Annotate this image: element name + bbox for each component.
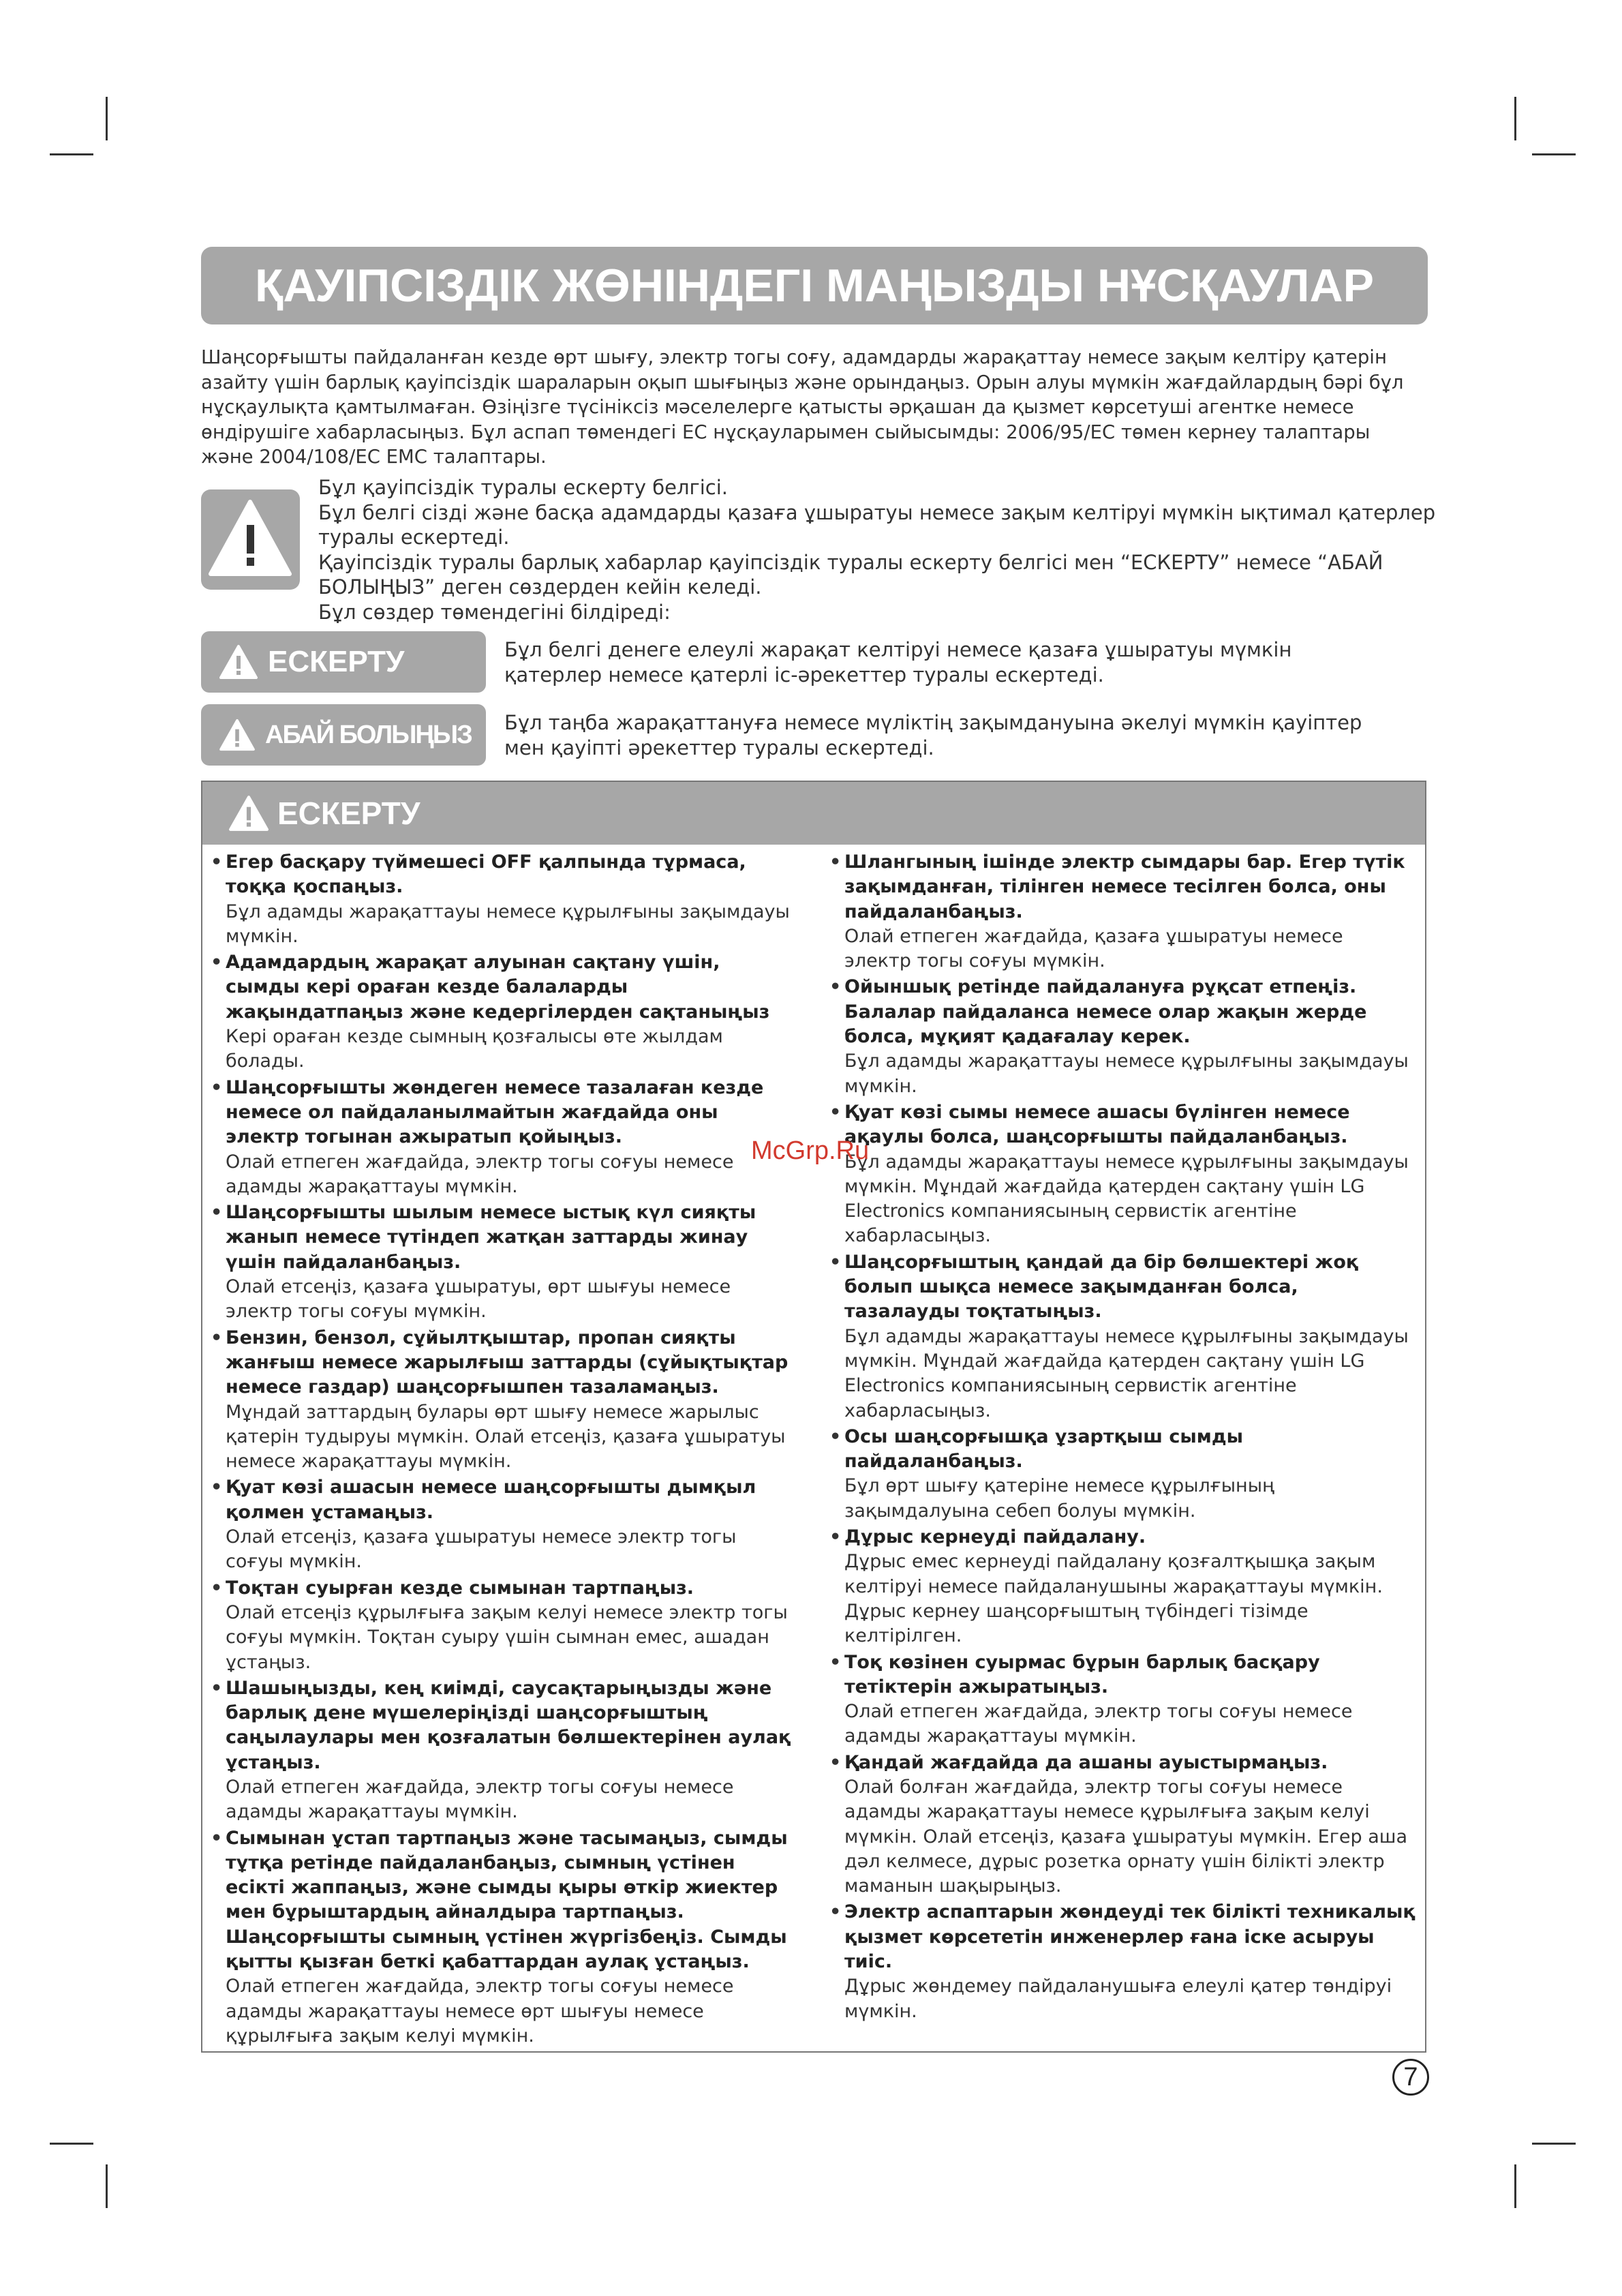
warning-item-body: Олай етпеген жағдайда, электр тогы соғуы немесе адамды жарақаттауы мүмкін.	[844, 1701, 1353, 1747]
bullet: •	[211, 851, 223, 873]
warning-item-body: Бұл адамды жарақаттауы немесе құрылғыны зақымдауы мүмкін. Мұндай жағдайда қатерден сақтану үшін LG Electronics компаниясының сервистік агентіне хабарласыңыз.	[844, 1151, 1409, 1247]
warning-item-heading: Адамдардың жарақат алуынан сақтану үшін, сымды кері ораған кезде балаларды жақындатпаңыз және кедергілерден сақтаныңыз	[226, 952, 770, 1023]
warning-item	[211, 1076, 797, 1199]
symbol-line: Қауіпсіздік туралы барлық хабарлар қауіпсіздік туралы ескерту белгісі мен “ЕСКЕРТУ” немесе “АБАЙ БОЛЫҢЫЗ” деген сөздерден кейін келеді.	[318, 550, 1383, 599]
warning-item-heading: Шашыңызды, кең киімді, саусақтарыңызды және барлық дене мүшелеріңізді шаңсорғыштың саңылаулары мен қозғалатын бөлшектерінен аулақ ұстаңыз.	[226, 1677, 791, 1773]
warning-item-body: Дұрыс емес кернеуді пайдалану қозғалтқышқа зақым келтіруі немесе пайдаланушыны жарақаттауы мүмкін. Дұрыс кернеу шаңсорғыштың түбіндегі тізімде келтірілген.	[844, 1551, 1383, 1647]
warning-item	[211, 1826, 797, 2049]
warning-item-body: Олай етсеңіз, қазаға ұшыратуы, өрт шығуы немесе электр тогы соғуы мүмкін.	[226, 1276, 731, 1323]
safety-symbol-box	[201, 489, 300, 590]
warning-label-description: Бұл белгі денеге елеулі жарақат келтіруі немесе қазаға ұшыратуы мүмкін қатерлер немесе қатерлі іс-әрекеттер туралы ескертеді.	[504, 638, 1292, 686]
symbol-explanation	[318, 475, 1436, 625]
warning-panel-title: ЕСКЕРТУ	[277, 796, 420, 831]
bullet: •	[829, 1526, 842, 1548]
bullet: •	[211, 1477, 223, 1498]
symbol-line: Бұл қауіпсіздік туралы ескерту белгісі.	[318, 476, 729, 499]
crop-mark	[1532, 153, 1576, 155]
caution-label-description: Бұл таңба жарақаттануға немесе мүліктің зақымдануына әкелуі мүмкін қауіптер мен қауіпті әрекеттер туралы ескертеді.	[504, 711, 1362, 759]
bullet: •	[829, 851, 842, 873]
warning-item	[829, 1650, 1416, 1749]
bullet: •	[829, 1251, 842, 1273]
page-title: ҚАУІПСІЗДІК ЖӨНІНДЕГІ МАҢЫЗДЫ НҰСҚАУЛАР	[255, 260, 1374, 312]
warning-item	[829, 850, 1416, 973]
warning-panel-header	[202, 782, 1425, 845]
warning-label	[201, 631, 486, 693]
crop-mark	[50, 2143, 93, 2145]
crop-mark	[1514, 2164, 1516, 2208]
page-number: 7	[1392, 2059, 1429, 2096]
bullet: •	[829, 1651, 842, 1673]
bullet: •	[829, 1425, 842, 1447]
bullet: •	[829, 976, 842, 998]
warning-triangle-icon	[208, 498, 293, 578]
bullet: •	[829, 1901, 842, 1923]
warning-item-body: Олай етпеген жағдайда, қазаға ұшыратуы немесе электр тогы соғуы мүмкін.	[844, 925, 1343, 972]
warning-item-body: Кері ораған кезде сымның қозғалысы өте жылдам болады.	[226, 1026, 723, 1072]
warning-item	[829, 1751, 1416, 1899]
caution-label	[201, 704, 486, 766]
warning-item	[211, 1475, 797, 1574]
bullet: •	[211, 1677, 223, 1699]
bullet: •	[211, 1202, 223, 1224]
warning-triangle-icon	[228, 795, 269, 832]
warning-item-heading: Шаңсорғышты шылым немесе ыстық күл сияқты жанып немесе түтіндеп жатқан заттарды жинау үшін пайдаланбаңыз.	[226, 1202, 756, 1273]
warning-item	[211, 1200, 797, 1324]
warning-item-heading: Ойыншық ретінде пайдалануға рұқсат етпеңіз. Балалар пайдаланса немесе олар жақын жерде болса, мұқият қадағалау керек.	[844, 976, 1367, 1048]
bullet: •	[211, 1577, 223, 1599]
crop-mark	[50, 153, 93, 155]
warning-item-heading: Егер басқару түймешесі OFF қалпында тұрмаса, тоққа қоспаңыз.	[226, 851, 746, 898]
symbol-line: Бұл сөздер төмендегіні білдіреді:	[318, 600, 671, 624]
warning-item-heading: Тоқтан суырған кезде сымынан тартпаңыз.	[226, 1577, 694, 1599]
warning-item-body: Бұл адамды жарақаттауы немесе құрылғыны зақымдауы мүмкін.	[844, 1051, 1409, 1097]
warning-item	[829, 1250, 1416, 1423]
warning-item	[829, 1900, 1416, 2023]
warning-item	[211, 950, 797, 1074]
warning-item-heading: Дұрыс кернеуді пайдалану.	[844, 1526, 1146, 1548]
warning-item	[829, 1525, 1416, 1648]
warning-label-text: ЕСКЕРТУ	[268, 645, 405, 678]
bullet: •	[211, 1076, 223, 1098]
warning-item	[829, 1100, 1416, 1249]
warning-item-heading: Бензин, бензол, сұйылтқыштар, пропан сияқты жанғыш немесе жарылғыш заттарды (сұйықтықтар немесе газдар) шаңсорғышпен тазаламаңыз.	[226, 1327, 789, 1398]
bullet: •	[829, 1751, 842, 1773]
warning-item-body: Олай етсеңіз, қазаға ұшыратуы немесе электр тогы соғуы мүмкін.	[226, 1526, 737, 1573]
warning-item-body: Дұрыс жөндемеу пайдаланушыға елеулі қатер төндіруі мүмкін.	[844, 1976, 1392, 2022]
warning-item	[829, 1425, 1416, 1524]
warning-item-body: Олай етпеген жағдайда, электр тогы соғуы немесе адамды жарақаттауы немесе өрт шығуы немесе құрылғыға зақым келуі мүмкін.	[226, 1976, 734, 2046]
warning-item-body: Олай болған жағдайда, электр тогы соғуы немесе адамды жарақаттауы немесе құрылғыға зақым келуі мүмкін. Олай етсеңіз, қазаға ұшыратуы мүмкін. Егер аша дәл келмесе, дұрыс розетка орнату үшін білікті электр маманын шақырыңыз.	[844, 1776, 1408, 1897]
warning-item-body: Бұл өрт шығу қатеріне немесе құрылғының зақымдалуына себеп болуы мүмкін.	[844, 1475, 1274, 1522]
crop-mark	[106, 97, 108, 140]
caution-label-text: АБАЙ БОЛЫҢЫЗ	[265, 720, 472, 749]
warning-item-body: Олай етпеген жағдайда, электр тогы соғуы немесе адамды жарақаттауы мүмкін.	[226, 1776, 734, 1823]
warning-item-body: Олай етпеген жағдайда, электр тогы соғуы немесе адамды жарақаттауы мүмкін.	[226, 1151, 734, 1197]
warning-item	[829, 975, 1416, 1098]
warning-item	[211, 1676, 797, 1825]
warning-item-body: Бұл адамды жарақаттауы немесе құрылғыны зақымдауы мүмкін. Мұндай жағдайда қатерден сақтану үшін LG Electronics компаниясының сервистік агентіне хабарласыңыз.	[844, 1325, 1409, 1421]
title-banner	[201, 247, 1428, 324]
warning-item-heading: Қандай жағдайда да ашаны ауыстырмаңыз.	[844, 1751, 1328, 1773]
bullet: •	[829, 1101, 842, 1123]
intro-paragraph: Шаңсорғышты пайдаланған кезде өрт шығу, электр тогы соғу, адамдарды жарақаттау немесе зақым келтіру қатерін азайту үшін барлық қауіпсіздік шараларын оқып шығыңыз және орындаңыз. Орын алуы мүмкін жағдайлардың бәрі бұл нұсқаулықта қамтылмаған. Өзіңізге түсініксіз мәселелерге қатысты әрқашан да қызмет көрсетуші агентке немесе өндірушіге хабарласыңыз. Бұл аспап төмендегі ЕС нұсқауларымен сыйысымды: 2006/95/ЕС төмен кернеу талаптары және 2004/108/ЕС EMC талаптары.	[201, 346, 1404, 468]
warning-item-heading: Шлангының ішінде электр сымдары бар. Егер түтік зақымданған, тілінген немесе тесілген болса, оны пайдаланбаңыз.	[844, 851, 1405, 922]
bullet: •	[211, 952, 223, 973]
warning-item-heading: Электр аспаптарын жөндеуді тек білікті техникалық қызмет көрсететін инженерлер ғана іске асыруы тиіс.	[844, 1901, 1416, 1973]
warning-column-left	[211, 850, 797, 2050]
warning-item-body: Олай етсеңіз құрылғыға зақым келуі немесе электр тогы соғуы мүмкін. Тоқтан суыру үшін сымнан емес, ашадан ұстаңыз.	[226, 1601, 788, 1673]
crop-mark	[1514, 97, 1516, 140]
warning-item-heading: Сымынан ұстап тартпаңыз және тасымаңыз, сымды тұтқа ретінде пайдаланбаңыз, сымның үстінен есікті жаппаңыз, және сымды қыры өткір жиектер мен бұрыштардың айналдыра тартпаңыз. Шаңсорғышты сымның үстінен жүргізбеңіз. Сымды қытты қызған беткі қабаттардан аулақ ұстаңыз.	[226, 1827, 788, 1973]
warning-item	[211, 1326, 797, 1475]
warning-item-heading: Осы шаңсорғышқа ұзартқыш сымды пайдаланбаңыз.	[844, 1425, 1244, 1472]
warning-item-heading: Тоқ көзінен суырмас бұрын барлық басқару тетіктерін ажыратыңыз.	[844, 1651, 1320, 1697]
warning-panel	[201, 781, 1426, 2053]
warning-triangle-icon	[219, 644, 258, 680]
warning-column-right	[829, 850, 1416, 2025]
warning-item-body: Бұл адамды жарақаттауы немесе құрылғыны зақымдауы мүмкін.	[226, 901, 790, 947]
bullet: •	[211, 1827, 223, 1849]
crop-mark	[106, 2164, 108, 2208]
warning-item-heading: Қуат көзі ашасын немесе шаңсорғышты дымқыл қолмен ұстамаңыз.	[226, 1477, 756, 1523]
warning-item-heading: Қуат көзі сымы немесе ашасы бүлінген немесе ақаулы болса, шаңсорғышты пайдаланбаңыз.	[844, 1101, 1350, 1148]
warning-item-heading: Шаңсорғыштың қандай да бір бөлшектері жоқ болып шықса немесе зақымданған болса, тазалауды тоқтатыңыз.	[844, 1251, 1359, 1323]
warning-triangle-icon	[219, 719, 256, 751]
warning-item-body: Мұндай заттардың булары өрт шығу немесе жарылыс қатерін тудыруы мүмкін. Олай етсеңіз, қазаға ұшыратуы немесе жарақаттауы мүмкін.	[226, 1401, 786, 1472]
bullet: •	[211, 1327, 223, 1348]
warning-item	[211, 1576, 797, 1675]
crop-mark	[1532, 2143, 1576, 2145]
warning-item-heading: Шаңсорғышты жөндеген немесе тазалаған кезде немесе ол пайдаланылмайтын жағдайда оны электр тогынан ажыратып қойыңыз.	[226, 1076, 764, 1148]
symbol-line: Бұл белгі сізді және басқа адамдарды қазаға ұшыратуы немесе зақым келтіруі мүмкін ықтимал қатерлер туралы ескертеді.	[318, 500, 1436, 549]
watermark: McGrp.Ru	[751, 1136, 870, 1165]
warning-item	[211, 850, 797, 949]
